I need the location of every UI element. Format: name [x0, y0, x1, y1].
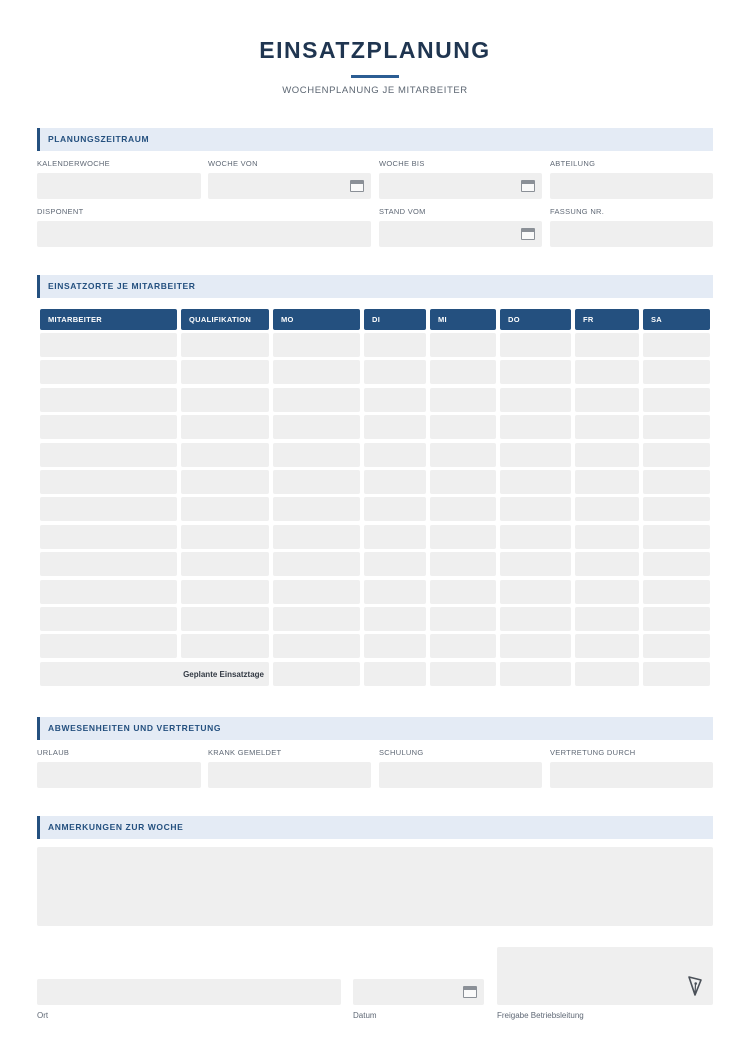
- table-cell[interactable]: [364, 552, 426, 576]
- table-cell[interactable]: [643, 388, 710, 412]
- calendar-icon[interactable]: [350, 180, 364, 192]
- column-header: [181, 309, 269, 330]
- table-cell[interactable]: [273, 634, 360, 658]
- calendar-icon[interactable]: [521, 180, 535, 192]
- summary-cell[interactable]: [643, 662, 710, 686]
- table-cell[interactable]: [430, 443, 496, 467]
- table-cell[interactable]: [40, 333, 177, 357]
- column-header-label: DO: [508, 315, 520, 324]
- table-cell[interactable]: [643, 580, 710, 604]
- disponent-label: DISPONENT: [37, 207, 84, 216]
- section-notes: [37, 816, 713, 839]
- table-cell[interactable]: [500, 497, 571, 521]
- table-cell[interactable]: [430, 470, 496, 494]
- table-cell[interactable]: [575, 497, 639, 521]
- table-cell[interactable]: [364, 634, 426, 658]
- table-cell[interactable]: [575, 415, 639, 439]
- table-cell[interactable]: [181, 552, 269, 576]
- column-header-label: SA: [651, 315, 663, 324]
- table-cell[interactable]: [430, 497, 496, 521]
- table-cell[interactable]: [364, 415, 426, 439]
- section-title: PLANUNGSZEITRAUM: [48, 134, 150, 144]
- abteilung-label: ABTEILUNG: [550, 159, 596, 168]
- table-cell[interactable]: [500, 580, 571, 604]
- table-cell[interactable]: [500, 607, 571, 631]
- column-header: [643, 309, 710, 330]
- signature-field[interactable]: [497, 947, 713, 1005]
- table-cell[interactable]: [430, 415, 496, 439]
- table-cell[interactable]: [40, 634, 177, 658]
- table-cell[interactable]: [643, 552, 710, 576]
- schulung-label: SCHULUNG: [379, 748, 424, 757]
- column-header-label: DI: [372, 315, 381, 324]
- table-cell[interactable]: [40, 470, 177, 494]
- table-cell[interactable]: [500, 443, 571, 467]
- vertretung-field[interactable]: [550, 762, 713, 788]
- column-header: [575, 309, 639, 330]
- table-cell[interactable]: [643, 443, 710, 467]
- column-header-label: MO: [281, 315, 294, 324]
- table-cell[interactable]: [430, 607, 496, 631]
- abteilung-field[interactable]: [550, 173, 713, 199]
- stand-vom-label: STAND VOM: [379, 207, 426, 216]
- section-title: ABWESENHEITEN UND VERTRETUNG: [48, 723, 222, 733]
- woche-bis-field[interactable]: [379, 173, 542, 199]
- datum-label: Datum: [353, 1011, 377, 1020]
- table-cell[interactable]: [181, 388, 269, 412]
- krank-label: KRANK GEMELDET: [208, 748, 282, 757]
- table-cell[interactable]: [575, 634, 639, 658]
- table-cell[interactable]: [181, 634, 269, 658]
- table-cell[interactable]: [430, 333, 496, 357]
- table-cell[interactable]: [273, 443, 360, 467]
- urlaub-label: URLAUB: [37, 748, 70, 757]
- table-cell[interactable]: [40, 360, 177, 384]
- table-cell[interactable]: [40, 607, 177, 631]
- column-header-label: MI: [438, 315, 447, 324]
- table-cell[interactable]: [643, 470, 710, 494]
- kalenderwoche-label: KALENDERWOCHE: [37, 159, 110, 168]
- table-cell[interactable]: [181, 470, 269, 494]
- table-cell[interactable]: [500, 552, 571, 576]
- table-cell[interactable]: [643, 415, 710, 439]
- table-cell[interactable]: [500, 634, 571, 658]
- section-title: ANMERKUNGEN ZUR WOCHE: [48, 822, 184, 832]
- disponent-field[interactable]: [37, 221, 371, 247]
- table-cell[interactable]: [430, 388, 496, 412]
- table-cell[interactable]: [364, 360, 426, 384]
- section-title: EINSATZORTE JE MITARBEITER: [48, 281, 196, 291]
- woche-von-label: WOCHE VON: [208, 159, 258, 168]
- table-cell[interactable]: [430, 580, 496, 604]
- notes-textarea[interactable]: [37, 847, 713, 926]
- table-cell[interactable]: [40, 388, 177, 412]
- vertretung-label: VERTRETUNG DURCH: [550, 748, 636, 757]
- kalenderwoche-field[interactable]: [37, 173, 201, 199]
- section-assignments: [37, 275, 713, 298]
- summary-label: Geplante Einsatztage: [183, 669, 264, 679]
- column-header-label: MITARBEITER: [48, 315, 102, 324]
- table-cell[interactable]: [430, 634, 496, 658]
- table-cell[interactable]: [40, 443, 177, 467]
- page-title: EINSATZPLANUNG: [259, 37, 491, 63]
- table-cell[interactable]: [273, 360, 360, 384]
- summary-cell[interactable]: [430, 662, 496, 686]
- summary-cell[interactable]: [273, 662, 360, 686]
- schulung-field[interactable]: [379, 762, 542, 788]
- fassung-nr-label: FASSUNG NR.: [550, 207, 605, 216]
- column-header-label: FR: [583, 315, 594, 324]
- table-cell[interactable]: [181, 497, 269, 521]
- calendar-icon[interactable]: [463, 986, 477, 998]
- urlaub-field[interactable]: [37, 762, 201, 788]
- table-cell[interactable]: [575, 607, 639, 631]
- woche-von-field[interactable]: [208, 173, 371, 199]
- title-underline: [351, 75, 399, 78]
- table-cell[interactable]: [575, 388, 639, 412]
- table-cell[interactable]: [364, 525, 426, 549]
- table-cell[interactable]: [500, 525, 571, 549]
- table-cell[interactable]: [643, 333, 710, 357]
- table-cell[interactable]: [430, 552, 496, 576]
- table-cell[interactable]: [181, 360, 269, 384]
- stand-vom-field[interactable]: [379, 221, 542, 247]
- table-cell[interactable]: [273, 388, 360, 412]
- table-cell[interactable]: [643, 360, 710, 384]
- ort-label: Ort: [37, 1011, 49, 1020]
- table-cell[interactable]: [430, 360, 496, 384]
- pen-nib-icon: [687, 975, 703, 997]
- table-cell[interactable]: [430, 525, 496, 549]
- column-header-label: QUALIFIKATION: [189, 315, 252, 324]
- section-absences: [37, 717, 713, 740]
- table-cell[interactable]: [643, 525, 710, 549]
- table-cell[interactable]: [40, 415, 177, 439]
- table-cell[interactable]: [575, 470, 639, 494]
- column-header: [40, 309, 177, 330]
- table-cell[interactable]: [40, 525, 177, 549]
- table-cell[interactable]: [364, 497, 426, 521]
- table-cell[interactable]: [364, 333, 426, 357]
- table-cell[interactable]: [364, 580, 426, 604]
- freigabe-label: Freigabe Betriebsleitung: [497, 1011, 584, 1020]
- table-cell[interactable]: [643, 497, 710, 521]
- table-cell[interactable]: [500, 415, 571, 439]
- table-cell[interactable]: [575, 552, 639, 576]
- table-cell[interactable]: [500, 333, 571, 357]
- table-cell[interactable]: [364, 470, 426, 494]
- column-header: [273, 309, 360, 330]
- table-cell[interactable]: [500, 470, 571, 494]
- table-cell[interactable]: [181, 333, 269, 357]
- column-header: [500, 309, 571, 330]
- table-cell[interactable]: [181, 607, 269, 631]
- summary-label-cell: [40, 662, 269, 686]
- table-cell[interactable]: [273, 333, 360, 357]
- table-cell[interactable]: [181, 443, 269, 467]
- table-cell[interactable]: [643, 634, 710, 658]
- table-cell[interactable]: [181, 415, 269, 439]
- fassung-nr-field[interactable]: [550, 221, 713, 247]
- datum-field[interactable]: [353, 979, 484, 1005]
- table-cell[interactable]: [181, 525, 269, 549]
- summary-cell[interactable]: [500, 662, 571, 686]
- table-cell[interactable]: [273, 470, 360, 494]
- table-cell[interactable]: [575, 525, 639, 549]
- table-cell[interactable]: [575, 443, 639, 467]
- table-cell[interactable]: [500, 360, 571, 384]
- table-cell[interactable]: [40, 580, 177, 604]
- section-planning-period: [37, 128, 713, 151]
- page-subtitle: WOCHENPLANUNG JE MITARBEITER: [282, 85, 468, 96]
- table-cell[interactable]: [273, 552, 360, 576]
- table-cell[interactable]: [273, 607, 360, 631]
- column-header: [364, 309, 426, 330]
- table-cell[interactable]: [273, 497, 360, 521]
- table-cell[interactable]: [40, 497, 177, 521]
- table-cell[interactable]: [575, 580, 639, 604]
- column-header: [430, 309, 496, 330]
- table-cell[interactable]: [500, 388, 571, 412]
- table-cell[interactable]: [181, 580, 269, 604]
- table-cell[interactable]: [273, 415, 360, 439]
- table-cell[interactable]: [575, 360, 639, 384]
- table-cell[interactable]: [40, 552, 177, 576]
- table-cell[interactable]: [575, 333, 639, 357]
- table-cell[interactable]: [364, 607, 426, 631]
- table-cell[interactable]: [364, 443, 426, 467]
- summary-cell[interactable]: [575, 662, 639, 686]
- table-cell[interactable]: [273, 525, 360, 549]
- table-cell[interactable]: [273, 580, 360, 604]
- calendar-icon[interactable]: [521, 228, 535, 240]
- table-cell[interactable]: [364, 388, 426, 412]
- krank-field[interactable]: [208, 762, 371, 788]
- woche-bis-label: WOCHE BIS: [379, 159, 425, 168]
- ort-field[interactable]: [37, 979, 341, 1005]
- summary-cell[interactable]: [364, 662, 426, 686]
- table-cell[interactable]: [643, 607, 710, 631]
